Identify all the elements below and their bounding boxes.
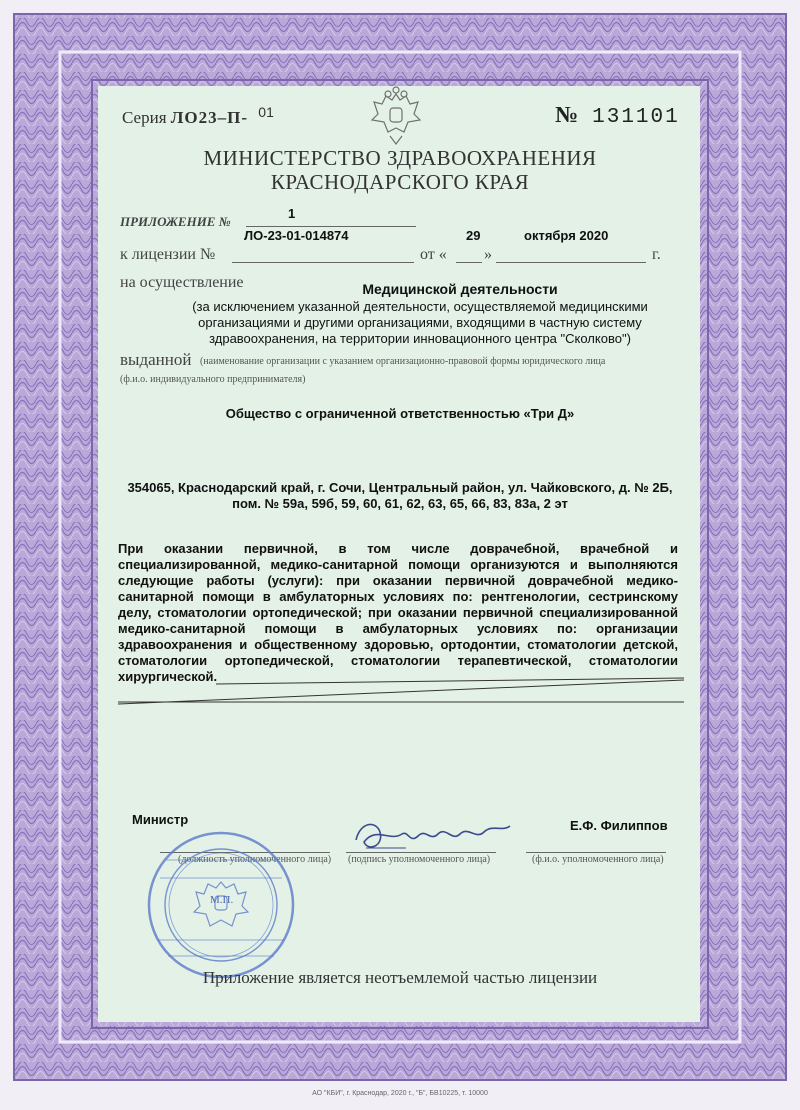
year-suffix: г. xyxy=(652,246,661,263)
address-line-2: пом. № 59а, 59б, 59, 60, 61, 62, 63, 65, 66, 83, 83а, 2 эт xyxy=(232,496,568,511)
footer-note: Приложение является неотъемлемой частью лицензии xyxy=(202,968,598,987)
activity-description xyxy=(160,299,680,347)
appendix-label: ПРИЛОЖЕНИЕ № xyxy=(120,214,231,229)
number-value: 131101 xyxy=(592,106,680,129)
organization-name: Общество с ограниченной ответственностью «Три Д» xyxy=(225,406,575,421)
hint-name: (ф.и.о. уполномоченного лица) xyxy=(532,854,664,865)
to-license-label: к лицензии № xyxy=(120,246,216,263)
activity-line-2: организациями и другими организациями, входящими в частную систему xyxy=(198,315,642,330)
issued-hint-2: (ф.и.о. индивидуального предпринимателя) xyxy=(120,374,306,385)
license-month-year: октября 2020 xyxy=(524,228,609,243)
signer-position: Министр xyxy=(132,812,189,827)
ministry-line-1: МИНИСТЕРСТВО ЗДРАВООХРАНЕНИЯ xyxy=(203,146,597,170)
series-label: Серия xyxy=(122,108,167,127)
series-line xyxy=(122,104,274,128)
number-symbol: № xyxy=(555,102,579,127)
address-block xyxy=(108,480,692,512)
hint-position: (должность уполномоченного лица) xyxy=(178,854,332,865)
issued-hint-1: (наименование организации с указанием организационно-правовой формы юридического лица xyxy=(200,356,606,367)
ministry-title xyxy=(100,146,700,194)
closing-lines xyxy=(116,676,686,716)
form-number xyxy=(555,102,680,129)
ministry-line-2: КРАСНОДАРСКОГО КРАЯ xyxy=(270,170,530,194)
address-line-1: 354065, Краснодарский край, г. Сочи, Центральный район, ул. Чайковского, д. № 2Б, xyxy=(127,480,673,495)
license-number: ЛО-23-01-014874 xyxy=(244,228,349,243)
for-label: на осуществление xyxy=(120,274,244,291)
activity-title: Медицинской деятельности xyxy=(362,281,558,297)
activity-line-3: здравоохранения, на территории инновационного центра "Сколково") xyxy=(209,331,631,346)
services-text: При оказании первичной, в том числе доврачебной, врачебной и специализированной, медико-санитарной помощи организуются и выполняются следующие работы (услуги): при оказании первичной доврачебной медико-санитарной помощи в амбулаторных условиях по: рентгенологии, сестринскому делу, стоматологии ортопедической; при оказании первичной специализированной медико-санитарной помощи в амбулаторных условиях по: организации здравоохранения и общественному здоровью, ортодонтии, стоматологии детской, стоматологии ортопедической, стоматологии терапевтической, стоматологии хирургической. xyxy=(118,541,678,684)
activity-line-1: (за исключением указанной деятельности, осуществляемой медицинскими xyxy=(192,299,648,314)
seal-label: М.П. xyxy=(210,894,234,906)
series-handwritten: 01 xyxy=(258,104,274,120)
printer-imprint: АО "КБИ", г. Краснодар, 2020 г., "Б", БВ10225, т. 10000 xyxy=(312,1090,488,1097)
signer-name: Е.Ф. Филиппов xyxy=(570,818,668,833)
coat-of-arms-icon xyxy=(364,86,428,148)
from-label: от « xyxy=(420,246,447,263)
license-day: 29 xyxy=(466,228,481,243)
issued-label: выданной xyxy=(120,350,192,369)
quote-close: » xyxy=(484,246,492,263)
series-value: ЛО23–П- xyxy=(170,108,249,127)
hint-signature: (подпись уполномоченного лица) xyxy=(348,854,491,865)
appendix-number: 1 xyxy=(288,206,296,221)
